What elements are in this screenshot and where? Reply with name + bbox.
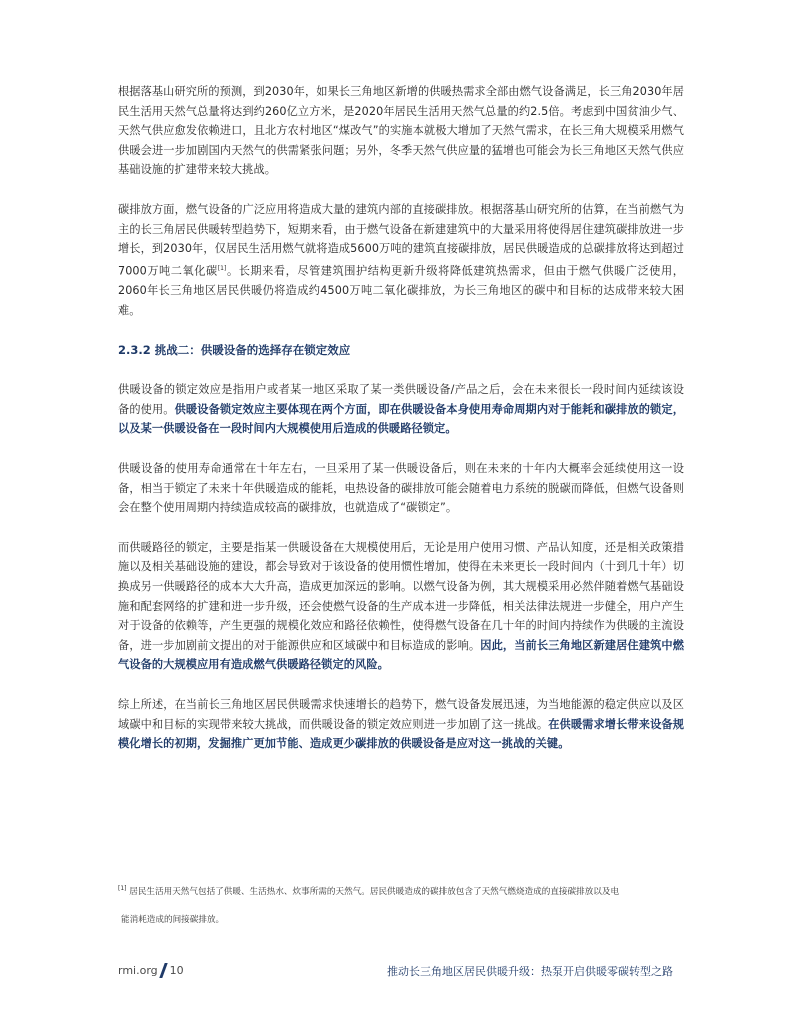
path-lock-in-highlight: 因此，当前长三角地区新建居住建筑中燃气设备的大规模应用有造成燃气供暖路径锁定的风险。 xyxy=(118,638,685,672)
footnote xyxy=(118,875,684,934)
summary-text: 综上所述，在当前长三角地区居民供暖需求快速增长的趋势下，燃气设备发展迅速，为当地能源的稳定供应以及区域碳中和目标的实现带来较大挑战，而供暖设备的锁定效应则进一步加剧了这一挑战。 xyxy=(118,697,684,731)
footnote-marker: [1] xyxy=(118,885,127,892)
paragraph-carbon-emissions xyxy=(118,200,684,320)
paragraph-carbon-emissions-part1: 碳排放方面，燃气设备的广泛应用将造成大量的建筑内部的直接碳排放。根据落基山研究所的估算，在当前燃气为主的长三角居民供暖转型趋势下，短期来看，由于燃气设备在新建建筑中的大量采用将使得居住建筑碳排放进一步增长，到2030年，仅居民生活用燃气就将造成5600万吨的建筑直接碳排放，居民供暖造成的总碳排放将达到超过7000万吨二氧化碳 xyxy=(118,202,684,278)
footnote-line-1 xyxy=(118,875,684,906)
section-heading: 2.3.2 挑战二：供暖设备的选择存在锁定效应 xyxy=(118,343,351,358)
paragraph-lock-in-definition xyxy=(118,380,684,439)
lock-in-definition-text: 供暖设备的锁定效应是指用户或者某一地区采取了某一类供暖设备/产品之后，会在未来很长一段时间内延续该设备的使用。 xyxy=(118,383,684,416)
footer-document-title: 推动长三角地区居民供暖升级：热泵开启供暖零碳转型之路 xyxy=(387,965,673,978)
summary-highlight: 在供暖需求增长带来设备规模化增长的初期，发掘推广更加节能、造成更少碳排放的供暖设备是应对这一挑战的关键。 xyxy=(118,717,684,751)
page-number: 10 xyxy=(169,964,184,977)
footnote-line-2: 能消耗造成的间接碳排放。 xyxy=(121,914,225,925)
paragraph-summary xyxy=(118,695,684,754)
footnote-reference[interactable]: [1] xyxy=(217,264,227,272)
paragraph-equipment-lifetime: 供暖设备的使用寿命通常在十年左右，一旦采用了某一供暖设备后，则在未来的十年内大概率会延续使用这一设备，相当于锁定了未来十年供暖造成的能耗，电热设备的碳排放可能会随着电力系统的脱碳而降低，但燃气设备则会在整个使用周期内持续造成较高的碳排放，也就造成了“碳锁定”。 xyxy=(118,462,684,515)
main-content xyxy=(118,82,684,774)
lock-in-definition-highlight: 供暖设备锁定效应主要体现在两个方面，即在供暖设备本身使用寿命周期内对于能耗和碳排放的锁定，以及某一供暖设备在一段时间内大规模使用后造成的供暖路径锁定。 xyxy=(118,402,684,436)
paragraph-path-lock-in xyxy=(118,538,684,675)
paragraph-gas-demand: 根据落基山研究所的预测，到2030年，如果长三角地区新增的供暖热需求全部由燃气设备满足，长三角2030年居民生活用天然气总量将达到约260亿立方米，是2020年居民生活用天然气总量的约2.5倍。考虑到中国贫油少气、天然气供应愈发依赖进口，且北方农村地区“煤改气”的实施本就极大增加了天然气需求，在长三角大规模采用燃气供暖会进一步加剧国内天然气的供需紧张问题；另外，冬季天然气供应量的猛增也可能会为长三角地区天然气供应基础设施的扩建带来较大挑战。 xyxy=(118,85,684,177)
paragraph-carbon-emissions-part2: 。长期来看，尽管建筑围护结构更新升级将降低建筑热需求，但由于燃气供暖广泛使用，2060年长三角地区居民供暖仍将造成约4500万吨二氧化碳排放，为长三角地区的碳中和目标的达成带来较大困难。 xyxy=(118,264,684,317)
path-lock-in-text: 而供暖路径的锁定，主要是指某一供暖设备在大规模使用后，无论是用户使用习惯、产品认知度，还是相关政策措施以及相关基础设施的建设，都会导致对于该设备的使用惯性增加，使得在未来更长一段时间内（十到几十年）切换成另一供暖路径的成本大大升高，造成更加深远的影响。以燃气设备为例，其大规模采用必然伴随着燃气基础设施和配套网络的扩建和进一步升级，还会使燃气设备的生产成本进一步降低，相关法律法规进一步健全，用户产生对于设备的依赖等，产生更强的规模化效应和路径依赖性，使得燃气设备在几十年的时间内持续作为供暖的主流设备，进一步加剧前文提出的对于能源供应和区域碳中和目标造成的影响。 xyxy=(118,540,684,652)
site-link[interactable]: rmi.org xyxy=(118,964,158,977)
footer-site xyxy=(118,963,184,978)
slash-divider-icon xyxy=(159,963,167,978)
footnote-text-1: 居民生活用天然气包括了供暖、生活热水、炊事所需的天然气。居民供暖造成的碳排放包含了天然气燃烧造成的直接碳排放以及电 xyxy=(129,886,620,897)
